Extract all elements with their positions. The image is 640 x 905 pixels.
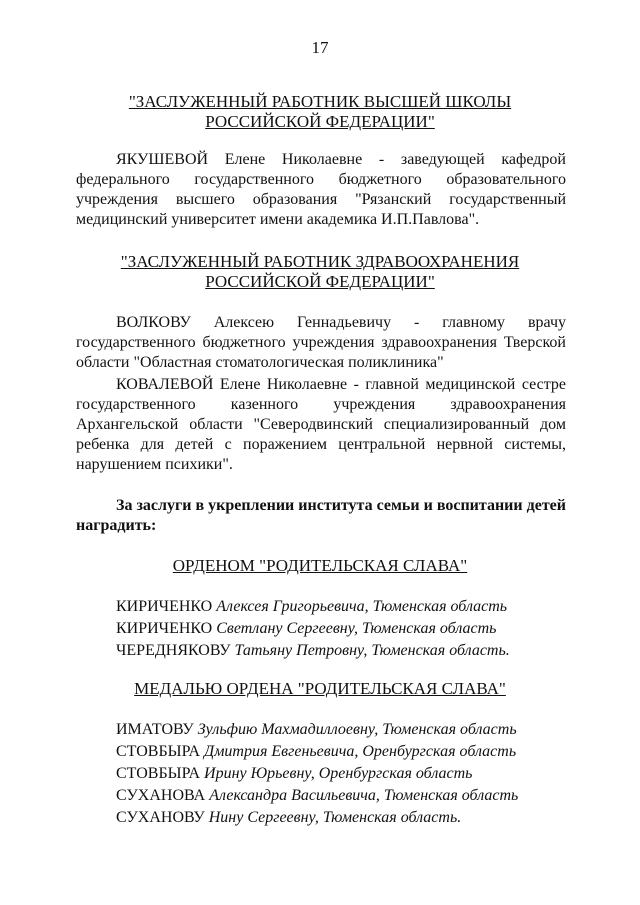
- award-entry-text: ВОЛКОВУ Алексею Геннадьевичу - главному врачу государственного бюджетного учреждения здравоохранения Тверской области "Областная стоматологическая поликлиника": [76, 314, 566, 371]
- section-title-line: ОРДЕНОМ "РОДИТЕЛЬСКАЯ СЛАВА": [172, 556, 468, 575]
- section-title-line: РОССИЙСКОЙ ФЕДЕРАЦИИ": [205, 272, 435, 291]
- section-title-line: МЕДАЛЬЮ ОРДЕНА "РОДИТЕЛЬСКАЯ СЛАВА": [134, 679, 506, 698]
- award-entry-text: ЯКУШЕВОЙ Елене Николаевне - заведующей кафедрой федерального государственного бюджетного образовательного учреждения высшего образования "Рязанский государственный медицинский университет имени академика И.П.Павлова".: [76, 151, 566, 228]
- merit-statement-text: За заслуги в укреплении института семьи и воспитании детей наградить:: [76, 497, 566, 534]
- award-entry-text: КОВАЛЕВОЙ Елене Николаевне - главной медицинской сестре государственного казенного учреждения здравоохранения Архангельской области "Северодвинский специализированный дом ребенка для детей с поражением центральной нервной системы, нарушением психики".: [76, 376, 566, 473]
- list-item: КИРИЧЕНКО Светлану Сергеевну, Тюменская область: [116, 620, 497, 637]
- section-title-line: РОССИЙСКОЙ ФЕДЕРАЦИИ": [205, 112, 435, 131]
- section-title-medal: [60, 679, 580, 699]
- list-item: СУХАНОВА Александра Васильевича, Тюменская область: [116, 787, 519, 804]
- section-title-line: "ЗАСЛУЖЕННЫЙ РАБОТНИК ЗДРАВООХРАНЕНИЯ: [120, 252, 520, 271]
- section-title-higher-school: [60, 92, 580, 132]
- award-entry-kovaleva: [76, 375, 566, 475]
- list-item: СТОВБЫРА Дмитрия Евгеньевича, Оренбургская область: [116, 743, 517, 760]
- merit-statement: [76, 496, 566, 536]
- list-item: ЧЕРЕДНЯКОВУ Татьяну Петровну, Тюменская область.: [116, 642, 510, 659]
- list-item: ИМАТОВУ Зульфию Махмадиллоевну, Тюменская область: [116, 721, 517, 738]
- page-number: 17: [311, 38, 329, 57]
- list-item: КИРИЧЕНКО Алексея Григорьевича, Тюменская область: [116, 598, 508, 615]
- award-entry-volkov: [76, 313, 566, 373]
- list-item: СУХАНОВУ Нину Сергеевну, Тюменская область.: [116, 809, 462, 826]
- award-entry-yakusheva: [76, 150, 566, 230]
- section-title-line: "ЗАСЛУЖЕННЫЙ РАБОТНИК ВЫСШЕЙ ШКОЛЫ: [128, 92, 512, 111]
- order-recipient-list: [116, 596, 576, 662]
- section-title-order: [60, 556, 580, 576]
- section-title-healthcare: [60, 252, 580, 292]
- medal-recipient-list: [116, 719, 576, 829]
- list-item: СТОВБЫРА Ирину Юрьевну, Оренбургская область: [116, 765, 473, 782]
